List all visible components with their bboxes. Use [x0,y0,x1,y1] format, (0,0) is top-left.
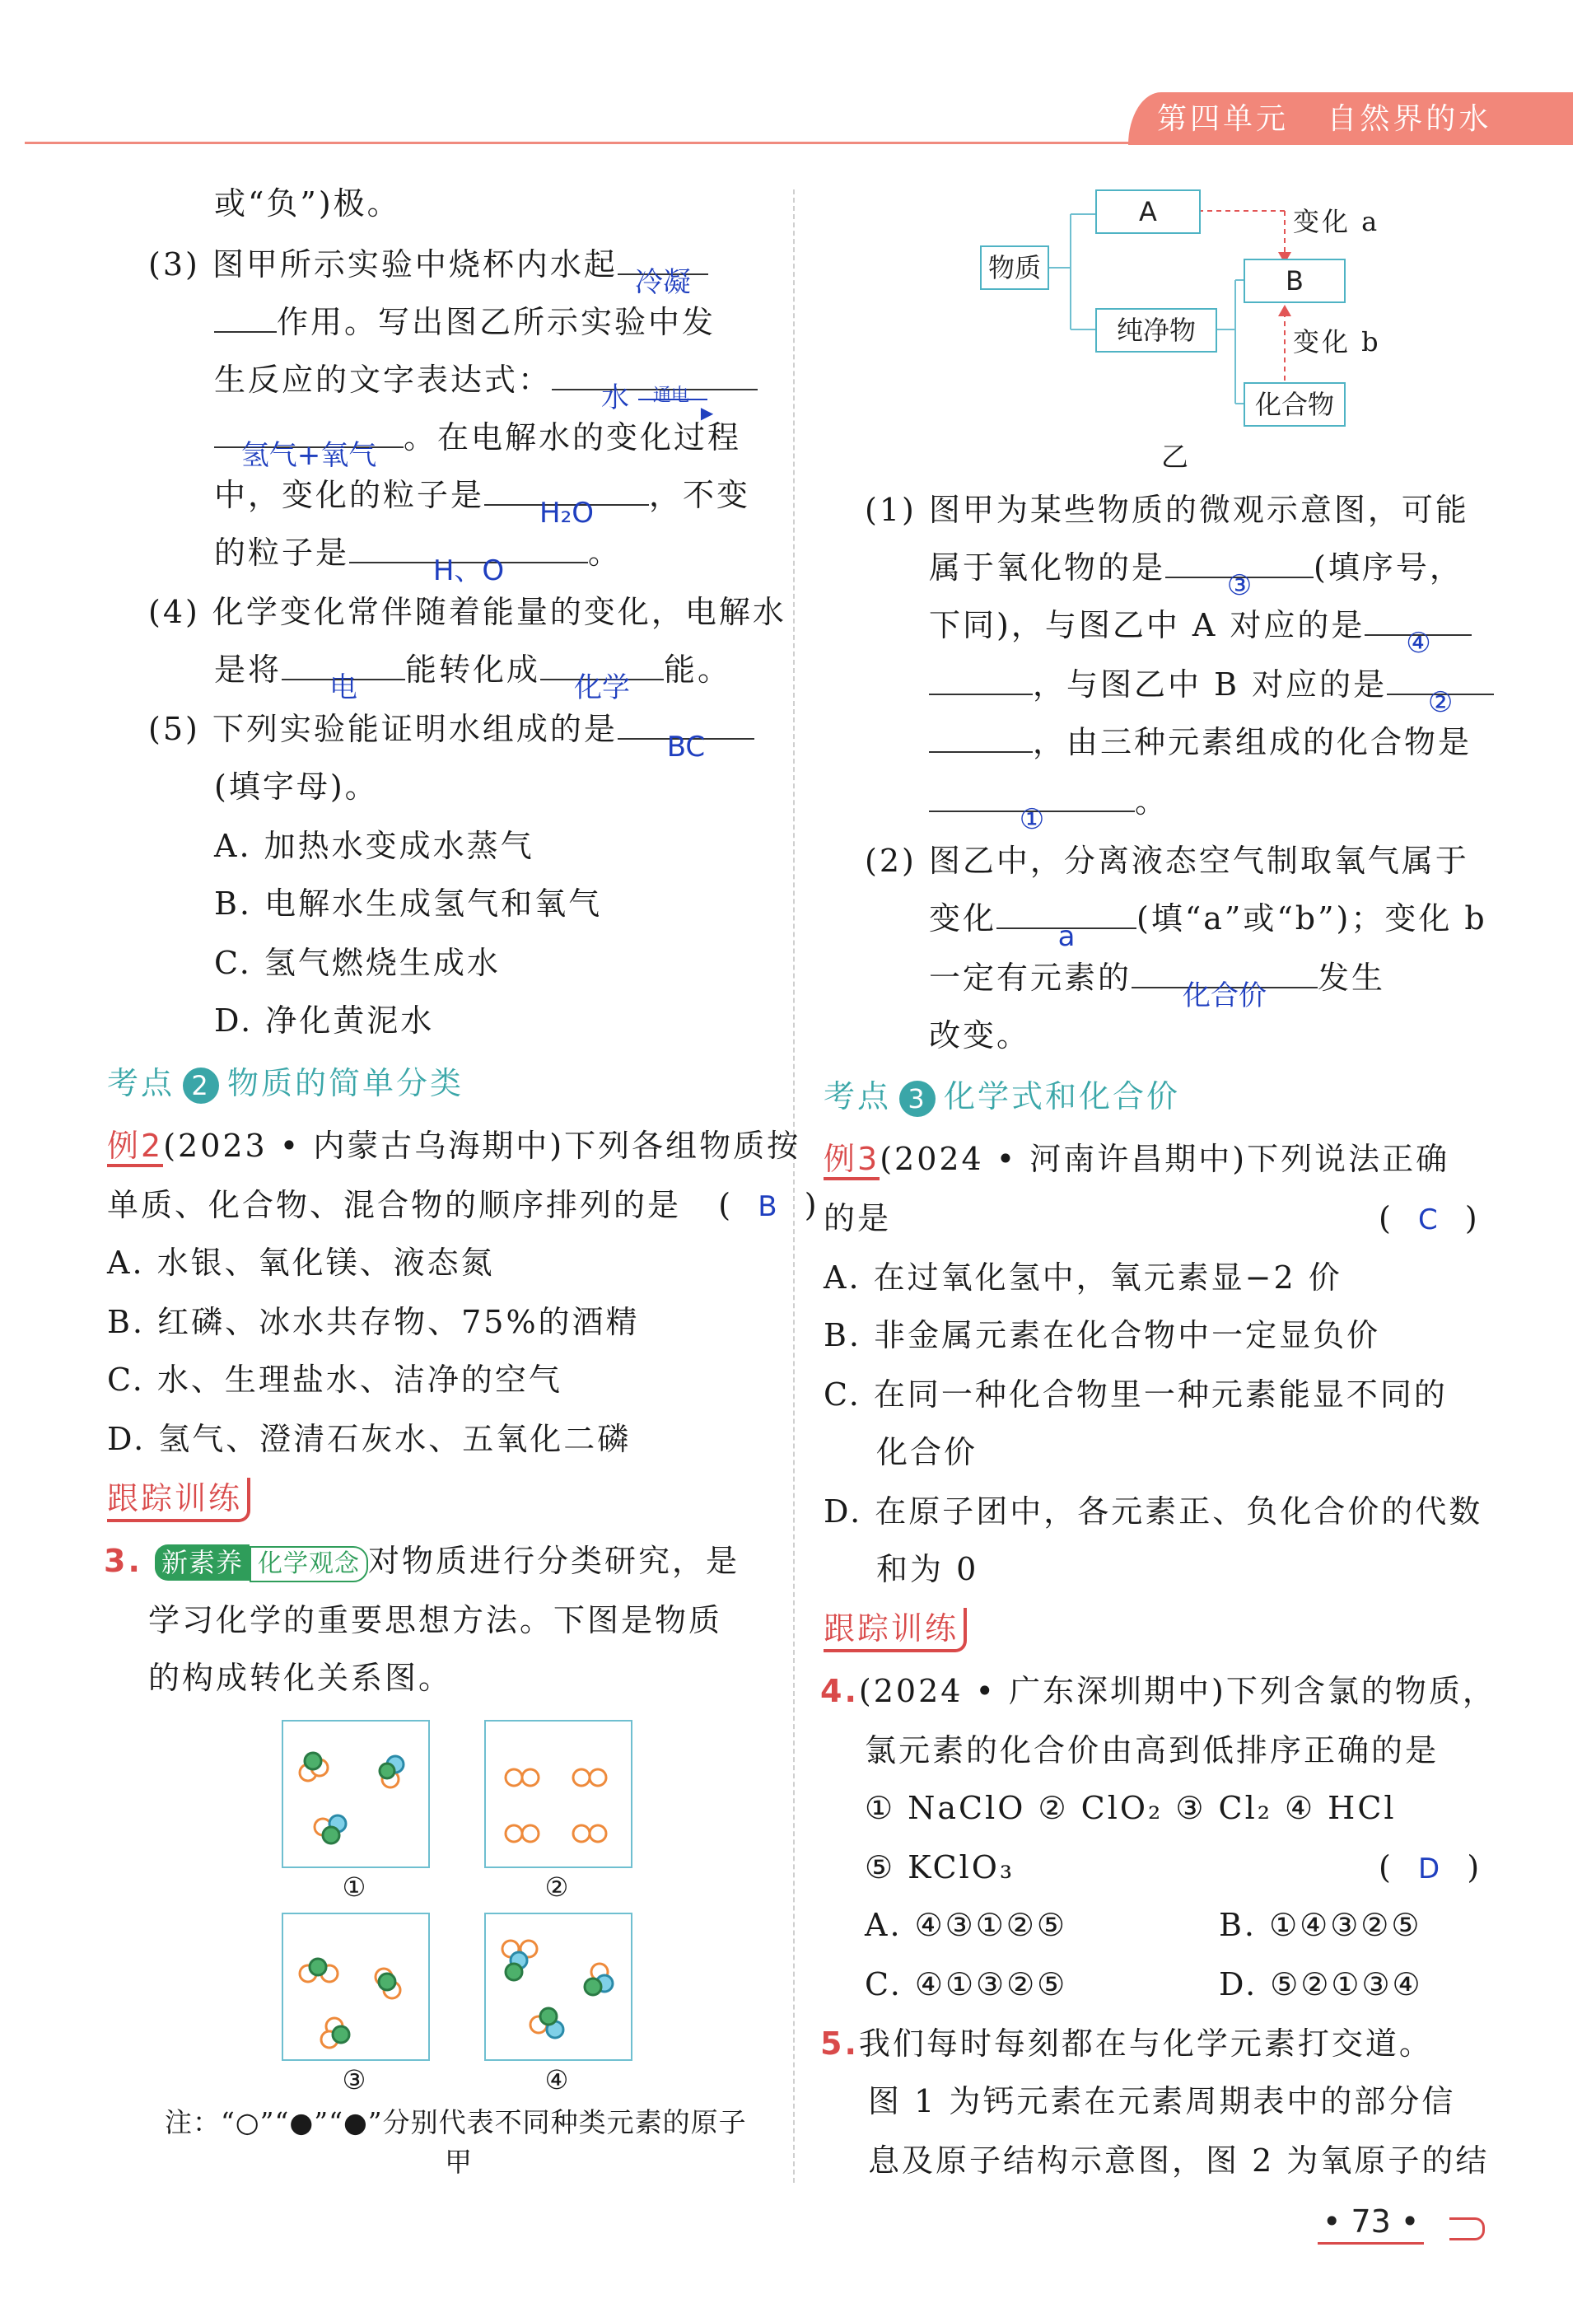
example-3-answer: ( C ) [1379,1200,1480,1236]
r-q4-line-1: 4.(2024 • 广东深圳期中)下列含氯的物质， [820,1673,1496,1709]
badge-new-literacy: 新素养 [155,1544,250,1581]
r-q5-line-2: 图 1 为钙元素在元素周期表中的部分信 [868,2083,1456,2119]
left-line-1: 或“负”)极。 [214,185,401,222]
r-q5-line-3: 息及原子结构示意图，图 2 为氧原子的结 [868,2142,1490,2179]
r-q2-line-3: 一定有元素的 化合价 发生 [929,960,1386,1012]
r-q1-line-3: 下同)，与图乙中 A 对应的是 ④ [929,605,1472,646]
example-2-option-d: D. 氢气、澄清石灰水、五氧化二磷 [107,1421,632,1457]
r-q4-line-2: 氯元素的化合价由高到低排序正确的是 [865,1732,1440,1768]
example-2-option-b: B. 红磷、冰水共存物、75%的酒精 [107,1304,640,1340]
answer-blank: H₂O [484,504,649,506]
answer-blank: 化学 [540,679,664,680]
panel-label-4: ④ [544,2064,569,2095]
panel-label-2: ② [544,1871,569,1903]
molecule-diagram-3 [283,1914,428,2059]
q3b-line-3: 的构成转化关系图。 [148,1660,453,1696]
example-2-line-2: 单质、化合物、混合物的顺序排列的是 ( B ) [107,1187,819,1223]
r-q4-option-b: B. ①④③②⑤ [1219,1907,1422,1943]
example-2-option-a: A. 水银、氧化镁、液态氮 [107,1245,495,1281]
tracking-practice-heading: 跟踪训练 [107,1478,250,1522]
box-a: A [1095,189,1201,234]
q3-line-4: 氢气+氧气 。在电解水的变化过程 [214,417,741,458]
example-2-line-1: 例2(2023 • 内蒙古乌海期中)下列各组物质按 [107,1125,800,1166]
q3-line-3: 生反应的文字表达式： 水 通电 ▶ [214,359,758,400]
r-q4-option-c: C. ④①③②⑤ [865,1966,1068,2002]
example-3-line-2: 的是 [824,1200,892,1236]
figure-note: 注：“○”“●”“●”分别代表不同种类元素的原子 [165,2106,747,2138]
r-q5-line-1: 5.我们每时每刻都在与化学元素打交道。 [820,2025,1433,2062]
molecule-diagram-4 [486,1914,631,2059]
r-q2-line-1: (2) 图乙中，分离液态空气制取氧气属于 [865,843,1469,879]
r-q1-line-5: ，由三种元素组成的化合物是 [929,722,1472,763]
header-unit: 第四单元 [1157,102,1290,136]
panel-label-1: ① [342,1871,366,1903]
molecule-panel-2 [484,1720,632,1868]
example-3-option-a: A. 在过氧化氢中，氧元素显−2 价 [824,1259,1342,1296]
example-3-option-c-cont: 化合价 [876,1434,978,1470]
tracking-practice-heading-right: 跟踪训练 [824,1608,967,1652]
molecule-panel-3 [282,1913,430,2061]
label-change-a: 变化 a [1293,206,1380,237]
r-q1-line-4: ，与图乙中 B 对应的是 ② [929,664,1494,705]
molecule-diagram-1 [283,1722,428,1866]
q5-option-c: C. 氢气燃烧生成水 [214,945,501,981]
r-q1-line-6: ① 。 [929,781,1169,822]
answer-blank: ② [1387,694,1494,695]
example-3-line-1: 例3(2024 • 河南许昌期中)下列说法正确 [824,1138,1449,1180]
q3-line-2: 作用。写出图乙所示实验中发 [214,301,716,343]
answer-blank: 化合价 [1132,987,1318,988]
box-substance: 物质 [980,245,1049,290]
answer-blank: a [996,927,1136,929]
answer-blank: 冷凝 [618,273,708,275]
q3-line-6: 的粒子是 H、O 。 [214,535,623,587]
r-q4-answer: ( D ) [1379,1849,1482,1885]
figure-caption-yi: 乙 [1161,441,1191,473]
molecule-diagram-2 [486,1722,631,1866]
r-q4-option-d: D. ⑤②①③④ [1219,1966,1423,2002]
molecule-panel-4 [484,1913,632,2061]
example-3-option-c: C. 在同一种化合物里一种元素能显不同的 [824,1376,1448,1413]
answer-blank: 氢气+氧气 [214,446,404,448]
q5-line-1: (5) 下列实验能证明水组成的是 BC [148,708,754,750]
panel-label-3: ③ [342,2064,366,2095]
box-b: B [1244,259,1346,303]
r-q1-line-1: (1) 图甲为某些物质的微观示意图，可能 [865,492,1469,528]
r-q2-line-2: 变化 a (填“a”或“b”)；变化 b [929,900,1487,953]
r-q4-items-1: ① NaClO ② ClO₂ ③ Cl₂ ④ HCl [865,1790,1397,1826]
badge-chem-concept: 化学观念 [250,1546,368,1582]
r-q1-line-2: 属于氧化物的是 ③ (填序号， [929,549,1463,602]
q5-line-2: (填字母)。 [214,769,379,805]
section-2-heading: 考点 2 物质的简单分类 [107,1063,464,1104]
answer-blank: 电 [282,679,405,680]
answer-blank: ① [929,811,1135,812]
q5-option-a: A. 加热水变成水蒸气 [214,828,534,864]
example-3-option-d: D. 在原子团中，各元素正、负化合价的代数 [824,1493,1483,1530]
q4-line-2: 是将 电 能转化成 化学 能。 [214,652,732,704]
answer-blank: BC [618,738,754,740]
q3b-line-1: 3. 新素养 化学观念 对物质进行分类研究，是 [104,1540,740,1582]
r-q4-option-a: A. ④③①②⑤ [865,1907,1067,1943]
box-compound: 化合物 [1244,382,1346,427]
page-corner-mark [1449,2217,1485,2240]
answer-blank: ③ [1165,577,1314,578]
label-change-b: 变化 b [1293,326,1381,357]
molecule-panel-1 [282,1720,430,1868]
q3-line-5: 中，变化的粒子是 H₂O ，不变 [214,477,751,530]
r-q2-line-4: 改变。 [929,1017,1031,1054]
box-pure-substance: 纯净物 [1095,308,1217,353]
answer-blank: ④ [1365,634,1472,636]
example-tag: 例3 [824,1141,880,1180]
r-q4-items-2: ⑤ KClO₃ [865,1849,1015,1885]
figure-caption-jia: 甲 [445,2146,474,2178]
q5-option-b: B. 电解水生成氢气和氧气 [214,885,603,922]
header-title: 自然界的水 [1327,102,1492,136]
q5-option-d: D. 净化黄泥水 [214,1002,435,1039]
page-number: • 73 • [1318,2201,1424,2245]
example-3-option-d-cont: 和为 0 [876,1551,979,1587]
q4-line-1: (4) 化学变化常伴随着能量的变化，电解水 [148,594,786,630]
example-3-option-b: B. 非金属元素在化合物中一定显负价 [824,1317,1381,1353]
header-text [1157,99,1491,140]
section-3-heading: 考点 3 化学式和化合价 [824,1076,1180,1117]
example-2-option-c: C. 水、生理盐水、洁净的空气 [107,1362,562,1398]
example-tag: 例2 [107,1128,163,1167]
answer-blank: H、O [349,562,588,563]
q3-line-1: (3) 图甲所示实验中烧杯内水起 冷凝 [148,244,708,285]
answer-blank: 水 通电 ▶ [552,389,758,390]
q3b-line-2: 学习化学的重要思想方法。下图是物质 [148,1602,723,1638]
